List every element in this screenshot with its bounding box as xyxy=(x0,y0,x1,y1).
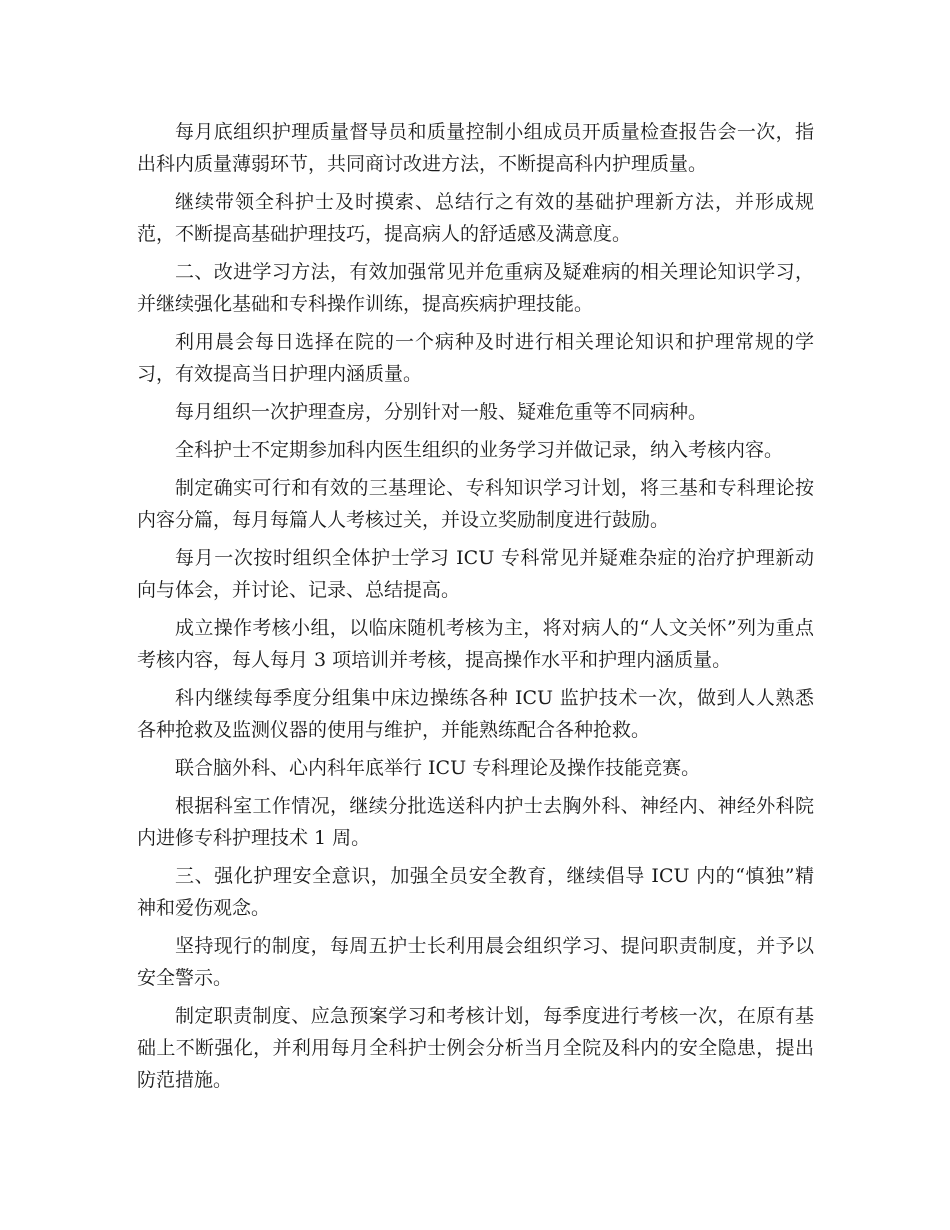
section-heading-paragraph: 三、强化护理安全意识，加强全员安全教育，继续倡导 ICU 内的“慎独”精神和爱伤观念。 xyxy=(137,865,814,919)
paragraph: 坚持现行的制度，每周五护士长利用晨会组织学习、提问职责制度，并予以安全警示。 xyxy=(137,935,814,989)
paragraph: 每月一次按时组织全体护士学习 ICU 专科常见并疑难杂症的治疗护理新动向与体会，并讨论、记录、总结提高。 xyxy=(137,547,814,601)
paragraph: 成立操作考核小组，以临床随机考核为主，将对病人的“人文关怀”列为重点考核内容，每人每月 3 项培训并考核，提高操作水平和护理内涵质量。 xyxy=(137,617,814,671)
paragraph: 全科护士不定期参加科内医生组织的业务学习并做记录，纳入考核内容。 xyxy=(175,439,784,461)
section-heading-paragraph: 二、改进学习方法，有效加强常见并危重病及疑难病的相关理论知识学习，并继续强化基础和专科操作训练，提高疾病护理技能。 xyxy=(137,261,814,315)
paragraph: 利用晨会每日选择在院的一个病种及时进行相关理论知识和护理常规的学习，有效提高当日护理内涵质量。 xyxy=(137,331,814,385)
paragraph: 制定职责制度、应急预案学习和考核计划，每季度进行考核一次，在原有基础上不断强化，并利用每月全科护士例会分析当月全院及科内的安全隐患，提出防范措施。 xyxy=(137,1005,814,1091)
paragraph: 每月组织一次护理查房，分别针对一般、疑难危重等不同病种。 xyxy=(175,401,708,423)
paragraph: 继续带领全科护士及时摸索、总结行之有效的基础护理新方法，并形成规范，不断提高基础护理技巧，提高病人的舒适感及满意度。 xyxy=(137,191,814,245)
paragraph: 每月底组织护理质量督导员和质量控制小组成员开质量检查报告会一次，指出科内质量薄弱环节，共同商讨改进方法，不断提高科内护理质量。 xyxy=(137,121,814,175)
paragraph: 联合脑外科、心内科年底举行 ICU 专科理论及操作技能竞赛。 xyxy=(175,757,701,779)
paragraph: 科内继续每季度分组集中床边操练各种 ICU 监护技术一次，做到人人熟悉各种抢救及监测仪器的使用与维护，并能熟练配合各种抢救。 xyxy=(137,687,814,741)
paragraph: 根据科室工作情况，继续分批选送科内护士去胸外科、神经内、神经外科院内进修专科护理技术 1 周。 xyxy=(137,795,814,849)
paragraph: 制定确实可行和有效的三基理论、专科知识学习计划，将三基和专科理论按内容分篇，每月每篇人人考核过关，并设立奖励制度进行鼓励。 xyxy=(137,477,814,531)
document-body xyxy=(137,116,814,1102)
